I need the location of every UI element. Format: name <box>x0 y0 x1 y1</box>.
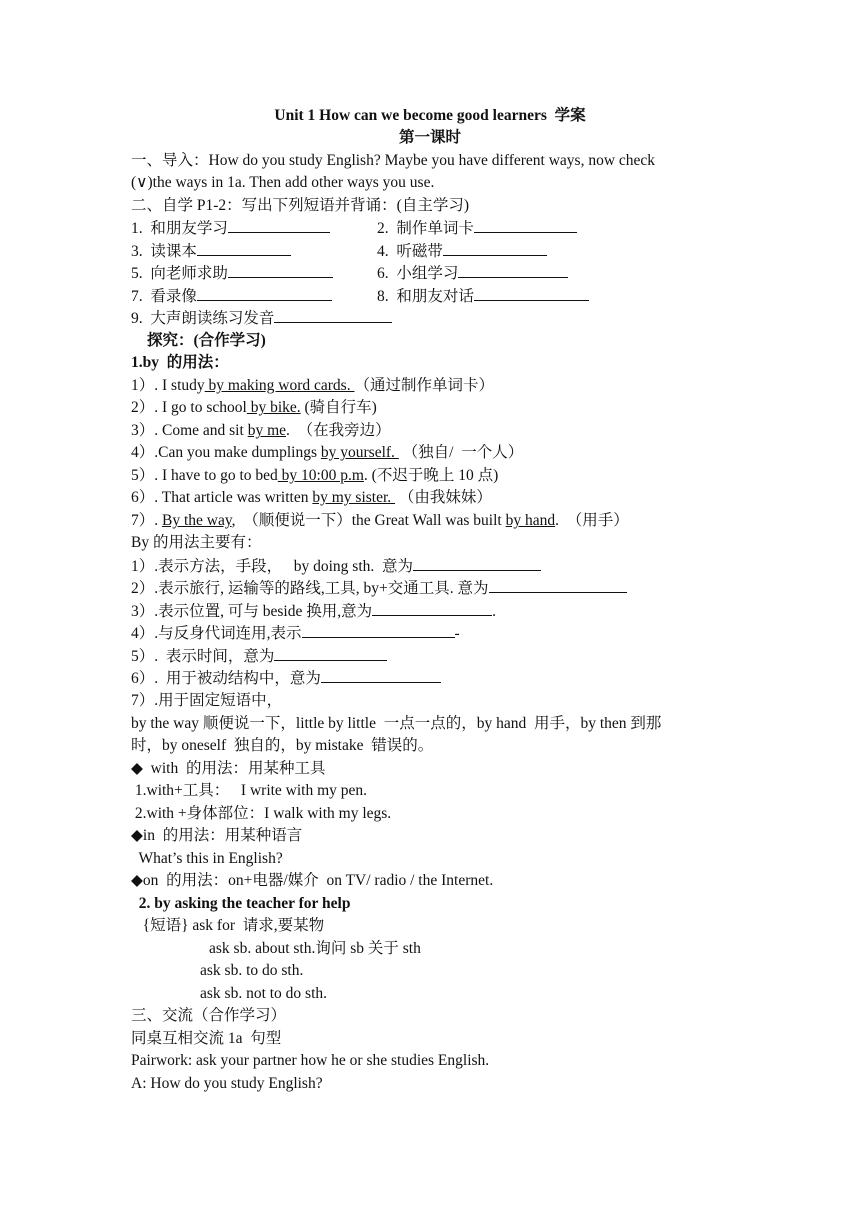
explore-heading: 探究：(合作学习) <box>147 332 266 349</box>
fixed-phrases-line-2: 时，by oneself 独自的，by mistake 错误的。 <box>131 737 434 754</box>
intro-line-2: (∨)the ways in 1a. Then add other ways you use. <box>131 174 435 191</box>
phrase-item: 3. 读课本 <box>131 241 291 262</box>
with-heading: ◆ with 的用法：用某种工具 <box>131 760 326 777</box>
phrase-item: 8. 和朋友对话 <box>377 286 589 307</box>
answer-blank[interactable] <box>443 241 547 256</box>
answer-blank[interactable] <box>197 286 332 301</box>
usage-heading: By 的用法主要有： <box>131 534 262 551</box>
example-line: 4）.Can you make dumplings by yourself. （独自/ 一个人） <box>131 444 524 461</box>
asking-heading: 2. by asking the teacher for help <box>131 895 351 912</box>
example-line: 1）. I study by making word cards. （通过制作单词卡） <box>131 377 494 394</box>
phrase-item: 2. 制作单词卡 <box>377 218 577 239</box>
with-example: 1.with+工具： I write with my pen. <box>131 782 368 799</box>
usage-line: 7）.用于固定短语中， <box>131 692 283 709</box>
exchange-line: Pairwork: ask your partner how he or she studies English. <box>131 1052 490 1069</box>
usage-line: 5）. 表示时间，意为 <box>131 646 387 667</box>
usage-line: 2）.表示旅行, 运输等的路线,工具, by+交通工具. 意为 <box>131 578 627 599</box>
answer-blank[interactable] <box>489 578 627 593</box>
self-study-heading: 二、自学 P1-2：写出下列短语并背诵：(自主学习) <box>131 197 469 214</box>
exchange-line: 同桌互相交流 1a 句型 <box>131 1030 282 1047</box>
answer-blank[interactable] <box>474 218 577 233</box>
asking-phrase: ask sb. about sth.询问 sb 关于 sth <box>209 940 421 957</box>
on-heading: ◆on 的用法：on+电器/媒介 on TV/ radio / the Internet. <box>131 872 494 889</box>
phrase-item: 9. 大声朗读练习发音 <box>131 308 392 329</box>
fixed-phrases-line-1: by the way 顺便说一下，little by little 一点一点的，by hand 用手，by then 到那 <box>131 715 662 732</box>
page-subtitle: 第一课时 <box>398 129 461 146</box>
example-line: 7）. By the way, （顺便说一下）the Great Wall was built by hand. （用手） <box>131 512 629 529</box>
answer-blank[interactable] <box>372 601 492 616</box>
answer-blank[interactable] <box>458 263 568 278</box>
usage-line: 1）.表示方法，手段， by doing sth. 意为 <box>131 556 541 577</box>
example-line: 6）. That article was written by my sister. （由我妹妹） <box>131 489 492 506</box>
answer-blank[interactable] <box>302 623 455 638</box>
answer-blank[interactable] <box>321 668 441 683</box>
answer-blank[interactable] <box>413 556 541 571</box>
example-line: 5）. I have to go to bed by 10:00 p.m. (不迟于晚上 10 点) <box>131 467 499 484</box>
by-usage-heading: 1.by 的用法： <box>131 354 229 371</box>
phrase-item: 5. 向老师求助 <box>131 263 333 284</box>
in-heading: ◆in 的用法：用某种语言 <box>131 827 303 844</box>
in-example: What’s this in English? <box>131 850 283 867</box>
page-title: Unit 1 How can we become good learners 学案 <box>274 107 586 124</box>
phrase-item: 1. 和朋友学习 <box>131 218 330 239</box>
asking-phrase: ask sb. to do sth. <box>200 962 304 979</box>
phrase-item: 4. 听磁带 <box>377 241 547 262</box>
phrase-item: 6. 小组学习 <box>377 263 568 284</box>
usage-line: 6）. 用于被动结构中，意为 <box>131 668 441 689</box>
usage-line: 3）.表示位置, 可与 beside 换用,意为 . <box>131 603 496 620</box>
with-example: 2.with +身体部位：I walk with my legs. <box>131 805 392 822</box>
example-line: 2）. I go to school by bike. (骑自行车) <box>131 399 377 416</box>
phrase-item: 7. 看录像 <box>131 286 332 307</box>
asking-phrase: ask sb. not to do sth. <box>200 985 328 1002</box>
exchange-heading: 三、交流（合作学习） <box>131 1007 287 1024</box>
example-line: 3）. Come and sit by me. （在我旁边） <box>131 422 391 439</box>
answer-blank[interactable] <box>228 218 330 233</box>
exchange-line: A: How do you study English? <box>131 1075 323 1092</box>
asking-phrase: {短语} ask for 请求,要某物 <box>131 917 325 934</box>
answer-blank[interactable] <box>474 286 589 301</box>
intro-line-1: 一、导入：How do you study English? Maybe you have different ways, now check <box>131 152 656 169</box>
answer-blank[interactable] <box>197 241 291 256</box>
usage-line: 4）.与反身代词连用,表示 - <box>131 625 460 642</box>
answer-blank[interactable] <box>274 646 387 661</box>
answer-blank[interactable] <box>228 263 333 278</box>
answer-blank[interactable] <box>274 308 392 323</box>
